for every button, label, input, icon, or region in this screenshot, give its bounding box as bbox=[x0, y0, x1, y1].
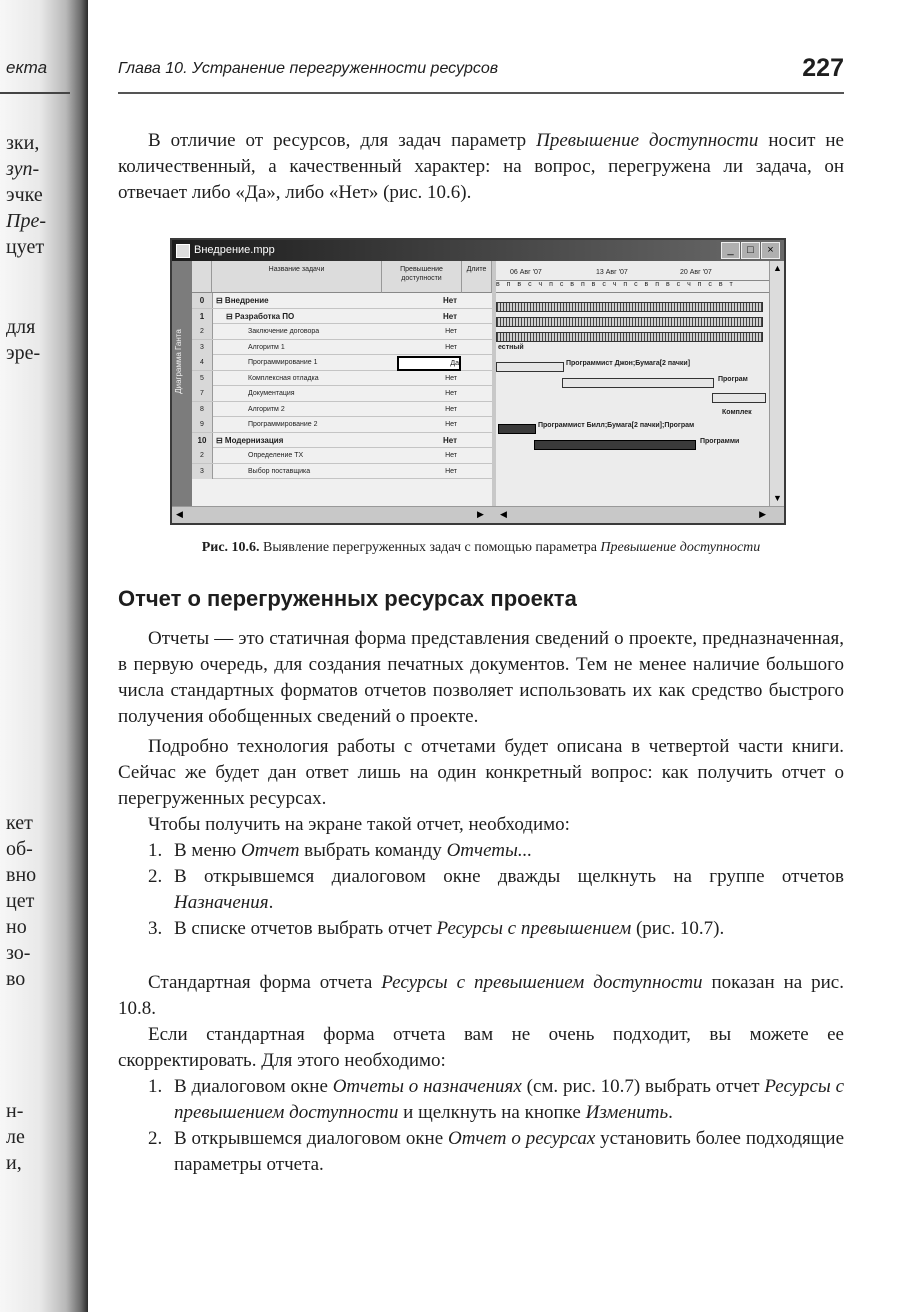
task-name-cell[interactable]: ⊟ Внедрение bbox=[216, 296, 269, 305]
list-number: 3. bbox=[148, 918, 163, 939]
paragraph: Чтобы получить на экране такой отчет, необходимо: bbox=[148, 814, 570, 835]
table-row[interactable] bbox=[192, 355, 492, 371]
page-number: 227 bbox=[802, 54, 844, 82]
overallocation-cell[interactable]: Нет bbox=[445, 452, 457, 459]
text-run: В открывшемся диалоговом окне bbox=[174, 1128, 449, 1149]
text-run: установить более подходящие параметры отчета. bbox=[174, 1128, 844, 1175]
list-item bbox=[118, 864, 844, 916]
summary-bar[interactable] bbox=[496, 302, 763, 312]
timescale-week: 06 Авг '07 bbox=[510, 269, 542, 276]
table-row[interactable] bbox=[192, 386, 492, 402]
scroll-up-icon[interactable]: ▲ bbox=[773, 263, 782, 273]
row-id: 2 bbox=[192, 324, 213, 339]
table-row[interactable] bbox=[192, 371, 492, 387]
table-row[interactable] bbox=[192, 324, 492, 340]
paragraph: Если стандартная форма отчета вам не очень подходит, вы можете ее скорректировать. Для этого необходимо: bbox=[118, 1024, 844, 1071]
overallocation-cell[interactable]: Да bbox=[397, 356, 461, 371]
gantt-chart bbox=[496, 261, 770, 507]
gutter-line: но bbox=[6, 916, 27, 938]
text-run: носит не количественный, а качественный характер: на вопрос, перегружена ли задача, он отвечает либо «Да», либо «Нет» (рис. 10.6). bbox=[118, 130, 844, 203]
scroll-left-icon[interactable]: ◀ bbox=[176, 509, 183, 519]
figure-screenshot-window bbox=[170, 238, 786, 525]
overallocation-cell[interactable]: Нет bbox=[445, 467, 457, 475]
column-header-task-name[interactable]: Название задачи bbox=[212, 261, 382, 293]
report-name: Ресурсы с превышением bbox=[436, 918, 632, 939]
paragraph bbox=[118, 970, 844, 1022]
column-header-duration[interactable]: Длите bbox=[462, 261, 492, 293]
task-table bbox=[192, 261, 492, 507]
text-run: В диалоговом окне bbox=[174, 1076, 333, 1097]
overallocation-cell[interactable]: Нет bbox=[445, 328, 457, 335]
timescale-days: в п в с ч п с в п в с ч п с в п в с ч п с в т bbox=[496, 280, 770, 293]
caption-label: Рис. 10.6. bbox=[201, 540, 260, 555]
view-bar[interactable] bbox=[172, 261, 192, 507]
scroll-down-icon[interactable]: ▼ bbox=[773, 493, 782, 503]
table-row[interactable] bbox=[192, 464, 492, 480]
text-run: показан на рис. 10.8. bbox=[118, 972, 844, 1019]
resource-label: Комплек bbox=[722, 409, 752, 416]
gutter-line: эре- bbox=[6, 342, 41, 364]
row-id: 3 bbox=[192, 340, 213, 355]
task-name-cell[interactable]: Определение ТХ bbox=[248, 452, 304, 459]
gutter-line: зо- bbox=[6, 942, 31, 964]
text-run: (см. рис. 10.7) выбрать отчет bbox=[521, 1076, 765, 1097]
window-title: Внедрение.mpp bbox=[194, 244, 275, 256]
text-run: В меню bbox=[174, 840, 241, 861]
minimize-icon[interactable]: _ bbox=[721, 242, 740, 259]
critical-task-bar[interactable] bbox=[534, 440, 696, 450]
table-row[interactable] bbox=[192, 293, 492, 309]
chapter-title: Глава 10. Устранение перегруженности ресурсов bbox=[118, 60, 499, 77]
gutter-line: зки, bbox=[6, 132, 40, 154]
command-name: Отчеты... bbox=[446, 840, 533, 861]
row-id: 5 bbox=[192, 371, 213, 386]
row-id: 9 bbox=[192, 417, 213, 432]
table-row[interactable] bbox=[192, 402, 492, 418]
task-name-cell[interactable]: Алгоритм 1 bbox=[248, 343, 285, 351]
task-name-cell[interactable]: Заключение договора bbox=[248, 328, 320, 335]
overallocation-cell[interactable]: Нет bbox=[445, 390, 457, 397]
gutter-line: для bbox=[6, 316, 36, 338]
row-id: 10 bbox=[192, 433, 213, 448]
task-name-cell[interactable]: Программирование 1 bbox=[248, 359, 318, 366]
window-titlebar bbox=[172, 240, 784, 261]
critical-task-bar[interactable] bbox=[498, 424, 536, 434]
task-name-cell[interactable]: ⊟ Модернизация bbox=[216, 435, 284, 445]
scroll-left-icon[interactable]: ◀ bbox=[500, 509, 507, 519]
column-header-overallocation[interactable]: Превышение доступности bbox=[382, 261, 462, 293]
task-bar[interactable] bbox=[712, 393, 766, 403]
overallocation-cell[interactable]: Нет bbox=[445, 405, 457, 413]
text-run: и щелкнуть на кнопке bbox=[398, 1102, 586, 1123]
table-row[interactable] bbox=[192, 433, 492, 449]
dialog-name: Отчет о ресурсах bbox=[448, 1128, 596, 1149]
gutter-line: вно bbox=[6, 864, 37, 886]
table-row[interactable] bbox=[192, 309, 492, 325]
gutter-line: об- bbox=[6, 838, 33, 860]
overallocation-cell[interactable]: Нет bbox=[445, 343, 457, 351]
report-name: Ресурсы с превышением доступности bbox=[381, 972, 703, 993]
steps-list bbox=[118, 838, 844, 942]
menu-name: Отчет bbox=[241, 840, 300, 861]
scroll-right-icon[interactable]: ▶ bbox=[759, 509, 766, 519]
text-run: . bbox=[668, 1102, 673, 1123]
group-name: Назначения bbox=[174, 892, 269, 913]
overallocation-cell[interactable]: Нет bbox=[442, 311, 457, 321]
table-row[interactable] bbox=[192, 340, 492, 356]
summary-bar[interactable] bbox=[496, 332, 763, 342]
task-name-cell[interactable]: Алгоритм 2 bbox=[248, 405, 285, 413]
gutter-line: кет bbox=[6, 812, 33, 834]
list-item bbox=[118, 1126, 844, 1178]
row-id: 8 bbox=[192, 402, 213, 417]
gutter-line: цует bbox=[6, 236, 45, 258]
timescale-week: 13 Авг '07 bbox=[596, 269, 628, 276]
report-name: Ресурсы с превышением доступности bbox=[174, 1076, 844, 1123]
resource-label: естный bbox=[498, 344, 524, 351]
list-item bbox=[118, 1074, 844, 1126]
gutter-line: во bbox=[6, 968, 26, 990]
text-run: В открывшемся диалоговом окне дважды щелкнуть на группе отчетов bbox=[174, 866, 844, 887]
row-header-corner bbox=[192, 261, 212, 293]
task-name-cell[interactable]: ⊟ Разработка ПО bbox=[226, 311, 295, 321]
resource-label: Программи bbox=[700, 438, 740, 445]
list-item bbox=[118, 916, 844, 942]
resource-label: Программист Билл;Бумага[2 пачки];Програм bbox=[538, 422, 695, 429]
gutter-header-rule bbox=[0, 92, 70, 94]
section-heading: Отчет о перегруженных ресурсах проекта bbox=[118, 586, 577, 611]
scroll-right-icon[interactable]: ▶ bbox=[477, 509, 484, 519]
gutter-line: эчке bbox=[6, 184, 43, 206]
figure-caption bbox=[118, 540, 844, 556]
paragraph: Подробно технология работы с отчетами будет описана в четвертой части книги. Сейчас же будет дан ответ лишь на один конкретный вопрос: как получить отчет о перегруженных ресурсах. bbox=[118, 736, 844, 809]
overallocation-cell[interactable]: Нет bbox=[442, 435, 457, 445]
task-name-cell[interactable]: Комплексная отладка bbox=[248, 374, 319, 382]
task-name-cell[interactable]: Выбор поставщика bbox=[248, 467, 311, 475]
gutter-line: и, bbox=[6, 1152, 22, 1174]
horizontal-scrollbar[interactable] bbox=[172, 506, 784, 523]
paragraph: Отчеты — это статичная форма представления сведений о проекте, предназначенная, в первую очередь, для создания печатных документов. Тем не менее наличие большого числа стандартных форматов отчетов позволяет использовать их как средство быстрого получения обобщенных сведений о проекте. bbox=[118, 628, 844, 727]
text-run: выбрать команду bbox=[299, 840, 447, 861]
row-id: 1 bbox=[192, 309, 213, 324]
project-file-icon bbox=[176, 244, 190, 258]
vertical-scrollbar[interactable] bbox=[769, 261, 784, 507]
task-bar[interactable] bbox=[496, 362, 564, 372]
list-number: 2. bbox=[148, 1128, 163, 1149]
resource-label: Программист Джон;Бумага[2 пачки] bbox=[566, 360, 691, 367]
task-name-cell[interactable]: Программирование 2 bbox=[248, 421, 318, 428]
caption-text: Выявление перегруженных задач с помощью параметра bbox=[259, 540, 601, 555]
button-name: Изменить bbox=[585, 1102, 669, 1123]
list-number: 2. bbox=[148, 866, 163, 887]
task-name-cell[interactable]: Документация bbox=[248, 390, 295, 397]
gutter-line: Пре- bbox=[6, 210, 46, 232]
text-run: (рис. 10.7). bbox=[631, 918, 725, 939]
timescale-week: 20 Авг '07 bbox=[680, 269, 712, 276]
text-run: Стандартная форма отчета bbox=[148, 972, 382, 993]
list-item bbox=[118, 838, 844, 864]
steps-list bbox=[118, 1074, 844, 1178]
text-run: В списке отчетов выбрать отчет bbox=[174, 918, 437, 939]
task-bar[interactable] bbox=[562, 378, 714, 388]
list-number: 1. bbox=[148, 840, 163, 861]
row-id: 7 bbox=[192, 386, 213, 401]
gutter-line: н- bbox=[6, 1100, 24, 1122]
row-id: 4 bbox=[192, 355, 213, 370]
dialog-name: Отчеты о назначениях bbox=[332, 1076, 522, 1097]
row-id: 3 bbox=[192, 464, 213, 479]
table-row[interactable] bbox=[192, 448, 492, 464]
close-icon[interactable]: × bbox=[761, 242, 780, 259]
gutter-header-fragment: екта bbox=[6, 58, 48, 77]
maximize-icon[interactable]: □ bbox=[741, 242, 760, 259]
gutter-line: зуп- bbox=[6, 158, 40, 180]
list-number: 1. bbox=[148, 1076, 163, 1097]
gutter-line: ле bbox=[6, 1126, 25, 1148]
text-run: . bbox=[268, 892, 274, 913]
resource-label: Програм bbox=[718, 376, 748, 383]
overallocation-cell[interactable]: Нет bbox=[442, 296, 457, 305]
row-id: 2 bbox=[192, 448, 213, 463]
running-header bbox=[118, 56, 844, 94]
summary-bar[interactable] bbox=[496, 317, 763, 327]
view-bar-label: Диаграмма Ганта bbox=[173, 329, 183, 394]
gutter-line: цет bbox=[6, 890, 35, 912]
text-run: В отличие от ресурсов, для задач параметр bbox=[148, 130, 537, 151]
caption-italic: Превышение доступности bbox=[600, 540, 761, 555]
row-id: 0 bbox=[192, 293, 213, 308]
overallocation-cell[interactable]: Нет bbox=[445, 374, 457, 382]
table-row[interactable] bbox=[192, 417, 492, 433]
term-italic: Превышение доступности bbox=[536, 130, 759, 151]
overallocation-cell[interactable]: Нет bbox=[445, 421, 457, 428]
intro-paragraph bbox=[118, 128, 844, 206]
